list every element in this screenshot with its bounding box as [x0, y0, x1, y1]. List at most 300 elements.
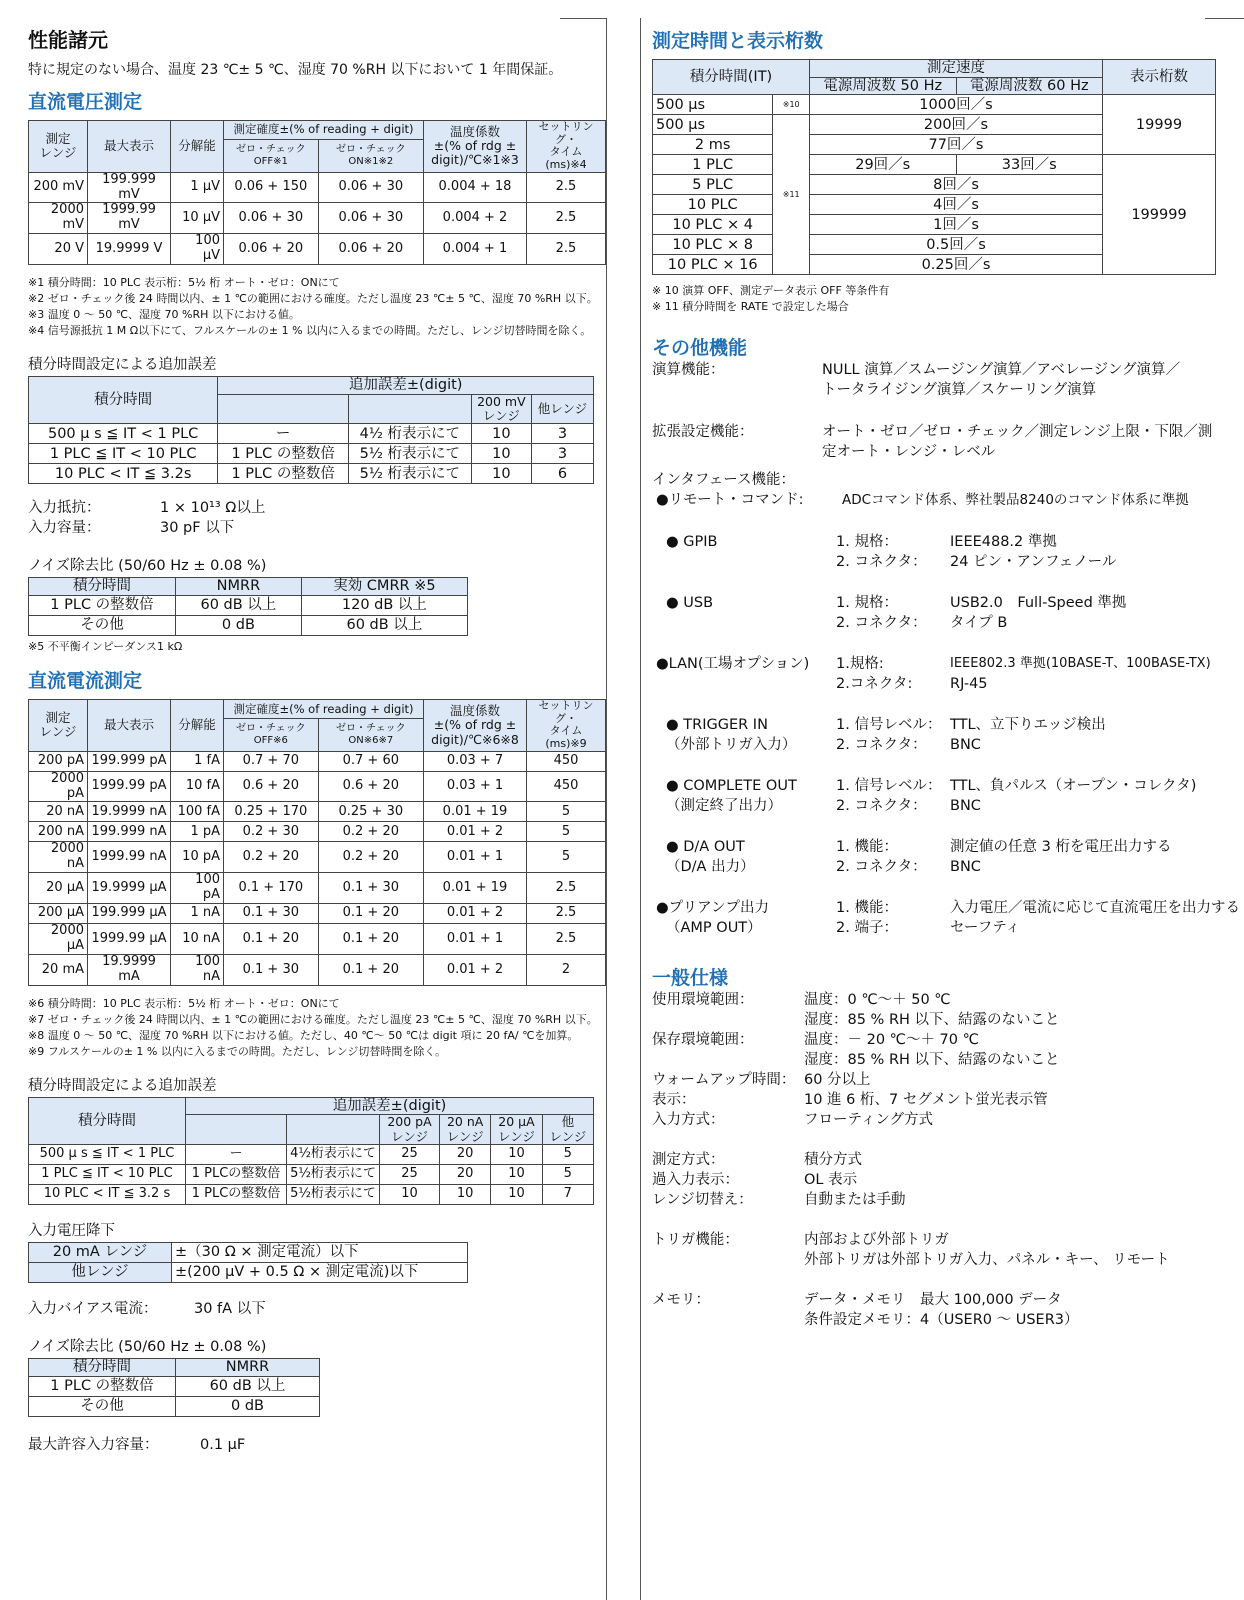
th: NMRR: [176, 578, 302, 596]
cell: 10: [491, 1165, 542, 1185]
cell: 0.01 + 2: [424, 955, 527, 986]
th-other: 他レンジ: [532, 394, 594, 424]
dci-noise-table: [28, 1358, 320, 1417]
cell: 0.03 + 1: [424, 771, 527, 802]
cell: 100 pA: [171, 873, 224, 904]
interface-l2: 2. コネクタ：: [836, 615, 927, 632]
th-other: 他 レンジ: [542, 1115, 593, 1145]
cell: 20: [440, 1165, 491, 1185]
cell: 10 PLC < IT ≦ 3.2s: [29, 464, 218, 484]
cell: 0.2 + 20: [318, 822, 423, 842]
footnote: ※9 フルスケールの± 1 % 以内に入るまでの時間。ただし、レンジ切替時間を除く。: [28, 1044, 447, 1058]
cell: 0.01 + 1: [424, 924, 527, 955]
cell: 0.004 + 18: [424, 172, 527, 203]
calc-function: [652, 360, 1228, 422]
th-err: 追加誤差±(digit): [186, 1097, 594, 1115]
table-row: [29, 1185, 594, 1205]
dcv-add-table: [28, 376, 594, 484]
cell: 2.5: [527, 904, 606, 924]
cell: 0.06 + 30: [318, 203, 423, 234]
cell: 0.06 + 30: [318, 172, 423, 203]
th-acc-on: ゼロ・チェックON※6※7: [318, 719, 423, 751]
table-row: [653, 95, 1216, 115]
cell: 4½ 桁表示にて: [348, 424, 471, 444]
cell: 0.2 + 20: [318, 842, 423, 873]
cell: 1回／s: [810, 215, 1103, 235]
cell: 0.01 + 2: [424, 822, 527, 842]
cell: 200 pA: [29, 751, 88, 771]
label: 拡張設定機能：: [652, 424, 754, 441]
cell: 29回／s: [810, 155, 957, 175]
cell: 5: [542, 1145, 593, 1165]
table-row: [29, 924, 606, 955]
page-title: 性能諸元: [28, 28, 108, 52]
interface-v1: TTL、負パルス（オープン・コレクタ): [950, 778, 1197, 795]
general-row: [652, 990, 1228, 1010]
value: オート・ゼロ／ゼロ・チェック／測定レンジ上限・下限／測: [822, 424, 1213, 441]
cell: 5 PLC: [653, 175, 773, 195]
dcv-add-title: 積分時間設定による追加誤差: [28, 356, 217, 373]
cell: 0.25 + 30: [318, 802, 423, 822]
cell: 0.25回／s: [810, 255, 1103, 275]
cell: 0.7 + 70: [224, 751, 319, 771]
interface-item: [652, 776, 1228, 837]
label: 入力抵抗：: [28, 500, 101, 517]
cell: 1 PLC: [653, 155, 773, 175]
value: NULL 演算／スムージング演算／アベレージング演算／: [822, 362, 1181, 379]
cell: 4回／s: [810, 195, 1103, 215]
th-200mv: 200 mV レンジ: [471, 394, 531, 424]
dci-table: [28, 699, 606, 986]
interface-name: ● GPIB: [666, 534, 718, 551]
th-it: 積分時間: [29, 1097, 186, 1144]
cell: 1 μV: [171, 172, 224, 203]
cell: 120 dB 以上: [301, 596, 467, 616]
interface-v1: IEEE802.3 準拠(10BASE-T、100BASE-TX): [950, 656, 1211, 672]
th-temp: 温度係数 ±(% of rdg ± digit)/℃※6※8: [424, 700, 527, 752]
other-heading: その他機能: [652, 337, 748, 360]
interface-l2: 2. コネクタ：: [836, 859, 927, 876]
interface-v2: 24 ピン・アンフェノール: [950, 554, 1117, 571]
th-200pa: 200 pA レンジ: [380, 1115, 440, 1145]
dci-heading: 直流電流測定: [28, 670, 143, 693]
interface-item: [652, 837, 1228, 898]
cell: ※11: [773, 115, 810, 275]
value: 10 進 6 桁、7 セグメント蛍光表示管: [804, 1092, 1048, 1109]
cell: 4½桁表示にて: [287, 1145, 380, 1165]
interface-l1: 1. 規格：: [836, 534, 898, 551]
cell: 199999: [1103, 155, 1216, 275]
cell: 200 nA: [29, 822, 88, 842]
cell: 60 dB 以上: [301, 616, 467, 636]
th-range: 測定 レンジ: [29, 700, 88, 752]
interface-item: [652, 654, 1228, 715]
cell: 1 PLC の整数倍: [218, 464, 349, 484]
th: 積分時間: [29, 578, 176, 596]
th-max: 最大表示: [88, 121, 171, 173]
dcv-notes: [28, 275, 606, 339]
cell: 0.06 + 30: [224, 203, 319, 234]
cell: 200 μA: [29, 904, 88, 924]
general-row: [652, 1150, 1228, 1170]
cell: 0.6 + 20: [224, 771, 319, 802]
bias-current: [28, 1299, 606, 1319]
speed-notes: [652, 283, 1228, 315]
cell: 19999: [1103, 95, 1216, 155]
value: 0.1 μF: [200, 1436, 246, 1453]
cell: 20 V: [29, 234, 88, 265]
table-row: [29, 842, 606, 873]
th-60hz: 電源周波数 60 Hz: [956, 77, 1103, 95]
cell: 0.01 + 19: [424, 802, 527, 822]
cell: 500 μ s ≦ IT < 1 PLC: [29, 1145, 186, 1165]
th-settle: セットリング・ タイム(ms)※9: [527, 700, 606, 752]
input-capacitance: [28, 518, 606, 538]
footnote: ※2 ゼロ・チェック後 24 時間以内、± 1 ℃の範囲における確度。ただし温度 23 ℃± 5 ℃、湿度 70 %RH 以下。: [28, 292, 598, 306]
cell: 10: [471, 424, 531, 444]
cell: 10 nA: [171, 924, 224, 955]
interface-v1: TTL、立下りエッジ検出: [950, 717, 1106, 734]
cell: 0.1 + 20: [318, 904, 423, 924]
cell: 5: [542, 1165, 593, 1185]
interface-l1: 1. 機能：: [836, 839, 898, 856]
cell: 10: [491, 1185, 542, 1205]
footnote: ※6 積分時間：10 PLC 表示桁：5½ 桁 オート・ゼロ：ONにて: [28, 996, 340, 1010]
value: 積分方式: [804, 1152, 862, 1169]
left-divider: [606, 18, 607, 1600]
cell: 5: [527, 842, 606, 873]
general-row: [652, 1210, 1228, 1230]
interface-l1: 1. 信号レベル：: [836, 778, 942, 795]
cell: 25: [380, 1145, 440, 1165]
cell: 他レンジ: [29, 1263, 172, 1283]
table-row: [29, 464, 594, 484]
ext-function: [652, 422, 1228, 470]
label: 入力方式：: [652, 1112, 725, 1129]
th-acc-off: ゼロ・チェックOFF※6: [224, 719, 319, 751]
cell: 8回／s: [810, 175, 1103, 195]
cell: 3: [532, 424, 594, 444]
cell: 0.06 + 20: [318, 234, 423, 265]
table-row: [29, 596, 468, 616]
cell: 0.1 + 20: [224, 924, 319, 955]
cell: 0.004 + 1: [424, 234, 527, 265]
cell: 10 PLC < IT ≦ 3.2 s: [29, 1185, 186, 1205]
right-column: [652, 0, 1240, 1330]
cell: 1 PLC ≦ IT < 10 PLC: [29, 1165, 186, 1185]
label: 保存環境範囲：: [652, 1032, 754, 1049]
cell: 100 fA: [171, 802, 224, 822]
cell: 199.999 pA: [88, 751, 171, 771]
table-row: [29, 1145, 594, 1165]
cell: 19.9999 V: [88, 234, 171, 265]
cell: 5: [527, 802, 606, 822]
cell: ー: [218, 424, 349, 444]
table-row: [29, 234, 606, 265]
intro-text: 特に規定のない場合、温度 23 ℃± 5 ℃、湿度 70 %RH 以下において 1 年間保証。: [28, 62, 563, 78]
interface-sub: （外部トリガ入力）: [666, 737, 797, 754]
cell: 1 PLC の整数倍: [218, 444, 349, 464]
drop-title: 入力電圧降下: [28, 1223, 115, 1240]
table-row: [29, 172, 606, 203]
table-row: [29, 616, 468, 636]
cell: 0.1 + 30: [224, 904, 319, 924]
value: 温度：－ 20 ℃～＋ 70 ℃: [804, 1032, 979, 1049]
general-row: [652, 1090, 1228, 1110]
table-row: [29, 424, 594, 444]
th-acc-on: ゼロ・チェックON※1※2: [318, 140, 423, 172]
label: ウォームアップ時間：: [652, 1072, 796, 1089]
cell: 3: [532, 444, 594, 464]
general-row: [652, 1010, 1228, 1030]
cell: 19.9999 mA: [88, 955, 171, 986]
value: 条件設定メモリ：4（USER0 ～ USER3）: [804, 1312, 1079, 1329]
interface-v2: セーフティ: [950, 920, 1021, 937]
cell: 5½桁表示にて: [287, 1165, 380, 1185]
value: 内部および外部トリガ: [804, 1232, 949, 1249]
th: 実効 CMRR ※5: [301, 578, 467, 596]
general-row: [652, 1310, 1228, 1330]
dci-noise-title: ノイズ除去比 (50/60 Hz ± 0.08 %): [28, 1339, 267, 1356]
cell: 33回／s: [956, 155, 1103, 175]
general-heading: 一般仕様: [652, 967, 729, 990]
cell: 0.25 + 170: [224, 802, 319, 822]
cell: 19.9999 μA: [88, 873, 171, 904]
th-digits: 表示桁数: [1103, 60, 1216, 95]
dcv-noise-note: ※5 不平衡インピーダンス1 kΩ: [28, 640, 183, 654]
cell: 0.06 + 20: [224, 234, 319, 265]
table-row: [29, 771, 606, 802]
th-err: 追加誤差±(digit): [218, 376, 594, 394]
th-acc: 測定確度±(% of reading + digit): [224, 121, 424, 140]
th-settle: セットリング・ タイム(ms)※4: [527, 121, 606, 173]
value: 30 pF 以下: [160, 520, 235, 537]
cell: 0.01 + 19: [424, 873, 527, 904]
cell: 0.01 + 2: [424, 904, 527, 924]
interface-sub: （測定終了出力）: [666, 798, 782, 815]
value: 湿度：85 % RH 以下、結露のないこと: [804, 1012, 1060, 1029]
interface-item: [652, 898, 1240, 959]
cell: 500 μs: [653, 115, 773, 135]
table-row: [29, 802, 606, 822]
label: 入力容量：: [28, 520, 101, 537]
table-row: [29, 1263, 468, 1283]
right-divider: [640, 18, 641, 1600]
interface-l2: 2. 端子：: [836, 920, 898, 937]
interface-v2: BNC: [950, 737, 981, 754]
table-row: [29, 203, 606, 234]
th-speed: 測定速度: [810, 60, 1103, 78]
cell: 2000 mV: [29, 203, 88, 234]
label: メモリ：: [652, 1292, 710, 1309]
interface-v2: タイプ B: [950, 615, 1008, 632]
cell: 450: [527, 771, 606, 802]
cell: 1999.99 μA: [88, 924, 171, 955]
general-list: [652, 990, 1228, 1330]
value: データ・メモリ 最大 100,000 データ: [804, 1292, 1062, 1309]
general-row: [652, 1030, 1228, 1050]
cell: 10 PLC × 8: [653, 235, 773, 255]
dcv-table: [28, 120, 606, 265]
cell: 0.1 + 170: [224, 873, 319, 904]
value: トータライジング演算／スケーリング演算: [822, 382, 1097, 399]
table-row: [29, 1396, 320, 1416]
cell: 2000 μA: [29, 924, 88, 955]
interface-l1: 1.規格:: [836, 656, 884, 673]
interface-v1: IEEE488.2 準拠: [950, 534, 1057, 551]
cell: 1999.99 mV: [88, 203, 171, 234]
table-row: [29, 1376, 320, 1396]
value: ADCコマンド体系、弊社製品8240のコマンド体系に準拠: [842, 492, 1189, 509]
cell: 5: [527, 822, 606, 842]
table-row: [29, 904, 606, 924]
interface-name: ●プリアンプ出力: [656, 900, 769, 917]
cell: 0.1 + 30: [318, 873, 423, 904]
label: レンジ切替え：: [652, 1192, 753, 1209]
interface-name: ● D/A OUT: [666, 839, 745, 856]
cell: 6: [532, 464, 594, 484]
label: 最大許容入力容量：: [28, 1436, 159, 1453]
cell: 20 mA レンジ: [29, 1243, 172, 1263]
cell: 199.999 μA: [88, 904, 171, 924]
max-capacitance: [28, 1435, 606, 1455]
cell: 20: [440, 1145, 491, 1165]
cell: 10 PLC × 16: [653, 255, 773, 275]
th-res: 分解能: [171, 700, 224, 752]
cell: 1 PLC の整数倍: [29, 1376, 176, 1396]
cell: 20 μA: [29, 873, 88, 904]
cell: 0.004 + 2: [424, 203, 527, 234]
cell: 10: [491, 1145, 542, 1165]
th-it: 積分時間: [29, 376, 218, 423]
interface-name: ● TRIGGER IN: [666, 717, 768, 734]
cell: 100 μV: [171, 234, 224, 265]
value: OL 表示: [804, 1172, 858, 1189]
th: NMRR: [176, 1359, 320, 1377]
interface-v2: BNC: [950, 798, 981, 815]
th-acc-off: ゼロ・チェックOFF※1: [224, 140, 319, 172]
table-row: [653, 155, 1216, 175]
cell: 10 fA: [171, 771, 224, 802]
cell: 10 μV: [171, 203, 224, 234]
remote-command: [652, 490, 1228, 532]
footnote: ※3 温度 0 ～ 50 ℃、湿度 70 %RH 以下における値。: [28, 308, 300, 322]
table-row: [29, 1165, 594, 1185]
cell: 10 PLC: [653, 195, 773, 215]
interface-item: [652, 593, 1228, 654]
cell: 2.5: [527, 203, 606, 234]
general-row: [652, 1250, 1228, 1270]
table-row: [29, 751, 606, 771]
interface-l1: 1. 信号レベル：: [836, 717, 942, 734]
cell: 5½ 桁表示にて: [348, 464, 471, 484]
general-row: [652, 1050, 1228, 1070]
value: 60 分以上: [804, 1072, 871, 1089]
cell: 0.2 + 20: [224, 842, 319, 873]
dcv-noise-table: [28, 577, 468, 636]
cell: 199.999 mV: [88, 172, 171, 203]
left-column: [28, 0, 606, 1455]
if-label: インタフェース機能：: [652, 472, 795, 489]
general-row: [652, 1110, 1228, 1130]
interface-name: ●LAN(工場オプション): [656, 656, 810, 673]
label: 演算機能：: [652, 362, 725, 379]
interface-v1: 入力電圧／電流に応じて直流電圧を出力する: [950, 900, 1240, 917]
cell: 2000 pA: [29, 771, 88, 802]
cell: 0 dB: [176, 616, 302, 636]
label: 入力バイアス電流：: [28, 1301, 158, 1318]
interface-l2: 2.コネクタ:: [836, 676, 913, 693]
cell: 2000 nA: [29, 842, 88, 873]
footnote: ※ 10 演算 OFF、測定データ表示 OFF 等条件有: [652, 284, 890, 298]
value: 定オート・レンジ・レベル: [822, 444, 996, 461]
interface-l2: 2. コネクタ：: [836, 554, 927, 571]
input-resistance: [28, 498, 606, 518]
cell: ※10: [773, 95, 810, 115]
cell: 1999.99 nA: [88, 842, 171, 873]
table-row: [29, 873, 606, 904]
th-20na: 20 nA レンジ: [440, 1115, 491, 1145]
cell: 500 μ s ≦ IT < 1 PLC: [29, 424, 218, 444]
th-max: 最大表示: [88, 700, 171, 752]
th-temp: 温度係数 ±(% of rdg ± digit)/℃※1※3: [424, 121, 527, 173]
value: 30 fA 以下: [194, 1301, 266, 1318]
cell: 0.6 + 20: [318, 771, 423, 802]
cell: 10: [471, 444, 531, 464]
interface-v2: RJ-45: [950, 676, 988, 693]
cell: 10 pA: [171, 842, 224, 873]
cell: 20 mA: [29, 955, 88, 986]
cell: 500 μs: [653, 95, 773, 115]
dcv-heading: 直流電圧測定: [28, 91, 143, 113]
cell: 1 fA: [171, 751, 224, 771]
table-row: [29, 444, 594, 464]
cell: 1999.99 pA: [88, 771, 171, 802]
cell: 0.01 + 1: [424, 842, 527, 873]
th-res: 分解能: [171, 121, 224, 173]
label: 使用環境範囲：: [652, 992, 754, 1009]
th-20ua: 20 μA レンジ: [491, 1115, 542, 1145]
th-it: 積分時間(IT): [653, 60, 810, 95]
cell: 5½桁表示にて: [287, 1185, 380, 1205]
interface-l2: 2. コネクタ：: [836, 798, 927, 815]
cell: 7: [542, 1185, 593, 1205]
th-50hz: 電源周波数 50 Hz: [810, 77, 957, 95]
label: 測定方式：: [652, 1152, 725, 1169]
drop-table: [28, 1242, 468, 1283]
footnote: ※ 11 積分時間を RATE で設定した場合: [652, 300, 849, 314]
general-row: [652, 1230, 1228, 1250]
label: ●リモート・コマンド:: [656, 492, 804, 509]
general-row: [652, 1290, 1228, 1310]
interface-v2: BNC: [950, 859, 981, 876]
general-row: [652, 1070, 1228, 1090]
general-row: [652, 1270, 1228, 1290]
cell: 10: [471, 464, 531, 484]
dcv-noise-title: ノイズ除去比 (50/60 Hz ± 0.08 %): [28, 558, 267, 575]
cell: 100 nA: [171, 955, 224, 986]
cell: 1 PLC の整数倍: [29, 596, 176, 616]
cell: 0.2 + 30: [224, 822, 319, 842]
cell: 60 dB 以上: [176, 596, 302, 616]
label: 過入力表示：: [652, 1172, 739, 1189]
interface-list: [652, 532, 1240, 959]
cell: 5½ 桁表示にて: [348, 444, 471, 464]
cell: 1 PLC ≦ IT < 10 PLC: [29, 444, 218, 464]
cell: 25: [380, 1165, 440, 1185]
label: トリガ機能：: [652, 1232, 739, 1249]
cell: 0.1 + 20: [318, 924, 423, 955]
